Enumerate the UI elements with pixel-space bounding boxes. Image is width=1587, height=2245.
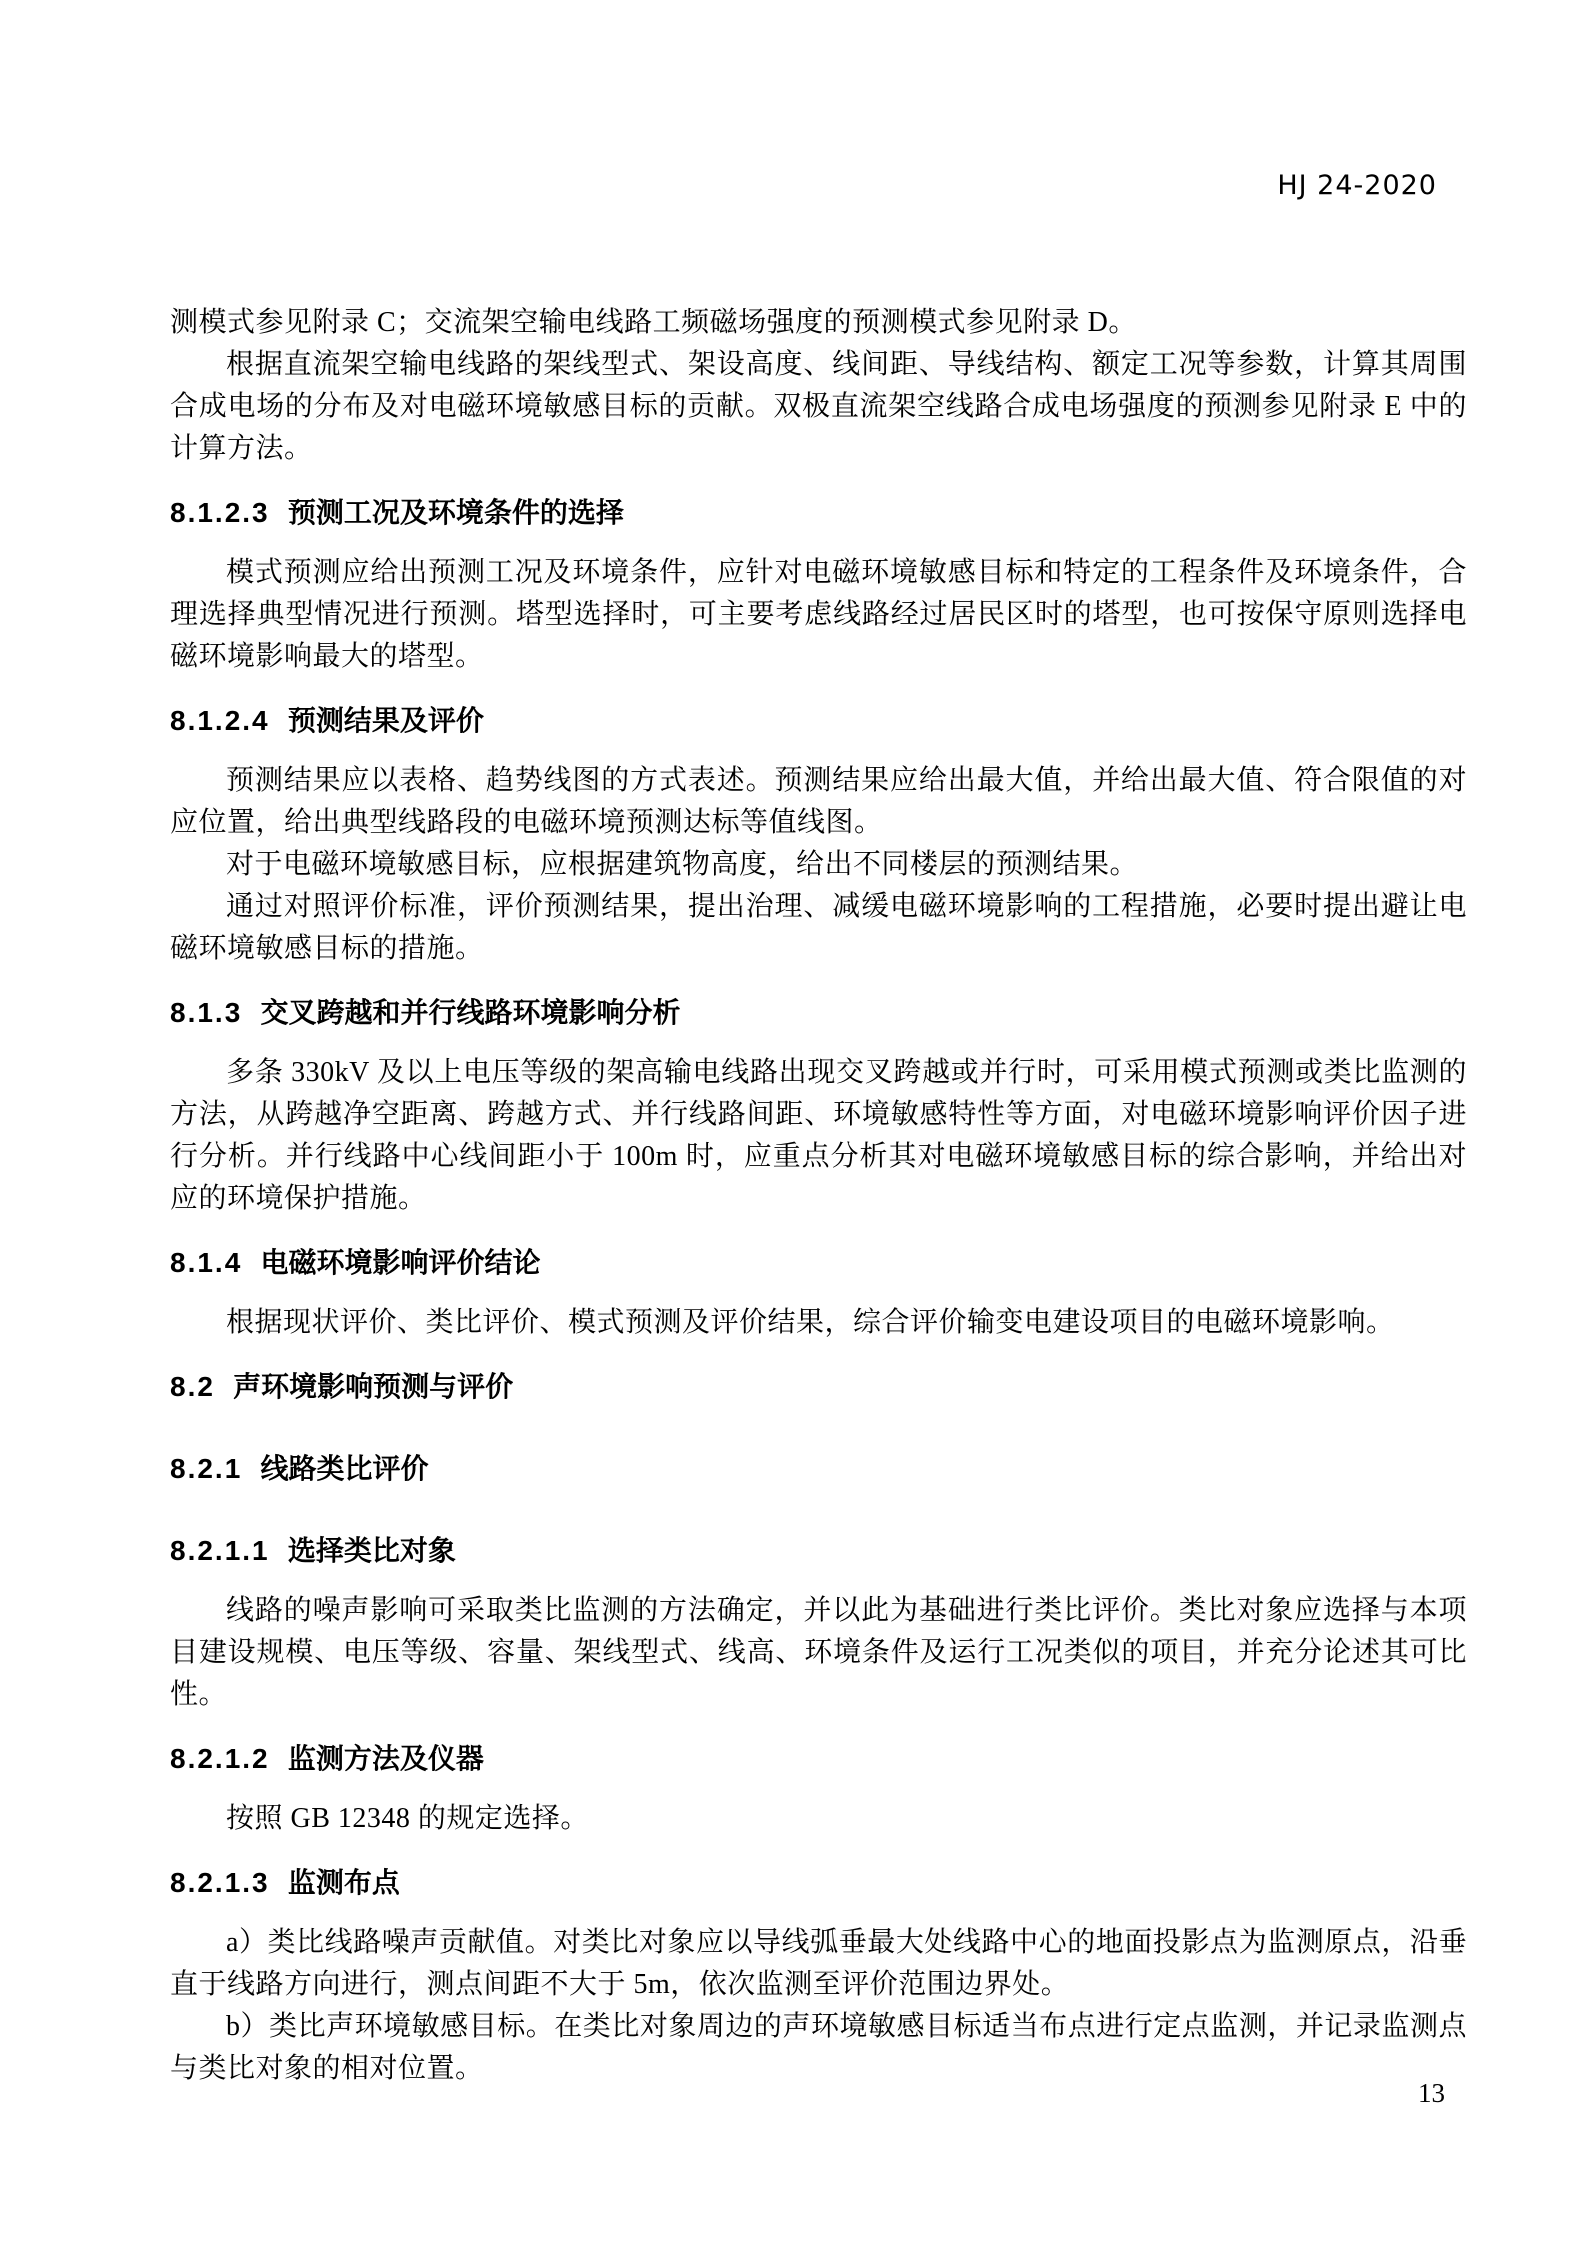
section-number: 8.1.2.3 bbox=[170, 497, 270, 528]
section-number: 8.2.1.3 bbox=[170, 1867, 270, 1898]
section-heading bbox=[170, 1530, 1467, 1572]
section-title: 声环境影响预测与评价 bbox=[233, 1371, 514, 1402]
section-title: 监测方法及仪器 bbox=[287, 1743, 484, 1774]
section-number: 8.1.4 bbox=[170, 1247, 243, 1278]
paragraph: 预测结果应以表格、趋势线图的方式表述。预测结果应给出最大值，并给出最大值、符合限值的对应位置，给出典型线路段的电磁环境预测达标等值线图。 bbox=[170, 765, 1467, 838]
section-heading bbox=[170, 1862, 1467, 1904]
section-heading bbox=[170, 1738, 1467, 1780]
section-title: 监测布点 bbox=[287, 1867, 400, 1898]
section-number: 8.2 bbox=[170, 1371, 215, 1402]
section-heading bbox=[170, 1366, 1467, 1408]
section-number: 8.2.1.2 bbox=[170, 1743, 270, 1774]
section-title: 线路类比评价 bbox=[260, 1453, 429, 1484]
section-number: 8.1.2.4 bbox=[170, 705, 270, 736]
section-number: 8.2.1.1 bbox=[170, 1535, 270, 1566]
page-number: 13 bbox=[1418, 2078, 1445, 2108]
paragraph: 模式预测应给出预测工况及环境条件，应针对电磁环境敏感目标和特定的工程条件及环境条件，合理选择典型情况进行预测。塔型选择时，可主要考虑线路经过居民区时的塔型，也可按保守原则选择电磁环境影响最大的塔型。 bbox=[170, 557, 1467, 672]
section-heading bbox=[170, 1242, 1467, 1284]
document-body bbox=[170, 302, 1467, 2090]
section-heading bbox=[170, 992, 1467, 1034]
running-header-standard-code: HJ 24-2020 bbox=[1277, 170, 1437, 201]
paragraph: a）类比线路噪声贡献值。对类比对象应以导线弧垂最大处线路中心的地面投影点为监测原点，沿垂直于线路方向进行，测点间距不大于 5m，依次监测至评价范围边界处。 bbox=[170, 1927, 1467, 2000]
paragraph: 线路的噪声影响可采取类比监测的方法确定，并以此为基础进行类比评价。类比对象应选择与本项目建设规模、电压等级、容量、架线型式、线高、环境条件及运行工况类似的项目，并充分论述其可比性。 bbox=[170, 1595, 1467, 1710]
paragraph: 按照 GB 12348 的规定选择。 bbox=[226, 1803, 589, 1834]
section-title: 交叉跨越和并行线路环境影响分析 bbox=[260, 997, 681, 1028]
section-title: 预测工况及环境条件的选择 bbox=[287, 497, 624, 528]
section-heading bbox=[170, 1448, 1467, 1490]
section-heading bbox=[170, 492, 1467, 534]
paragraph: 根据直流架空输电线路的架线型式、架设高度、线间距、导线结构、额定工况等参数，计算其周围合成电场的分布及对电磁环境敏感目标的贡献。双极直流架空线路合成电场强度的预测参见附录 E 中的计算方法。 bbox=[170, 349, 1467, 464]
paragraph: 通过对照评价标准，评价预测结果，提出治理、减缓电磁环境影响的工程措施，必要时提出避让电磁环境敏感目标的措施。 bbox=[170, 891, 1467, 964]
section-number: 8.2.1 bbox=[170, 1453, 243, 1484]
section-title: 选择类比对象 bbox=[287, 1535, 456, 1566]
paragraph: 对于电磁环境敏感目标，应根据建筑物高度，给出不同楼层的预测结果。 bbox=[226, 849, 1139, 880]
section-title: 电磁环境影响评价结论 bbox=[260, 1247, 541, 1278]
section-heading bbox=[170, 700, 1467, 742]
section-number: 8.1.3 bbox=[170, 997, 243, 1028]
section-title: 预测结果及评价 bbox=[287, 705, 484, 736]
paragraph: 测模式参见附录 C；交流架空输电线路工频磁场强度的预测模式参见附录 D。 bbox=[170, 307, 1137, 338]
paragraph: b）类比声环境敏感目标。在类比对象周边的声环境敏感目标适当布点进行定点监测，并记录监测点与类比对象的相对位置。 bbox=[170, 2011, 1467, 2084]
paragraph: 根据现状评价、类比评价、模式预测及评价结果，综合评价输变电建设项目的电磁环境影响。 bbox=[226, 1307, 1395, 1338]
paragraph: 多条 330kV 及以上电压等级的架高输电线路出现交叉跨越或并行时，可采用模式预测或类比监测的方法，从跨越净空距离、跨越方式、并行线路间距、环境敏感特性等方面，对电磁环境影响评价因子进行分析。并行线路中心线间距小于 100m 时，应重点分析其对电磁环境敏感目标的综合影响，并给出对应的环境保护措施。 bbox=[170, 1057, 1467, 1214]
